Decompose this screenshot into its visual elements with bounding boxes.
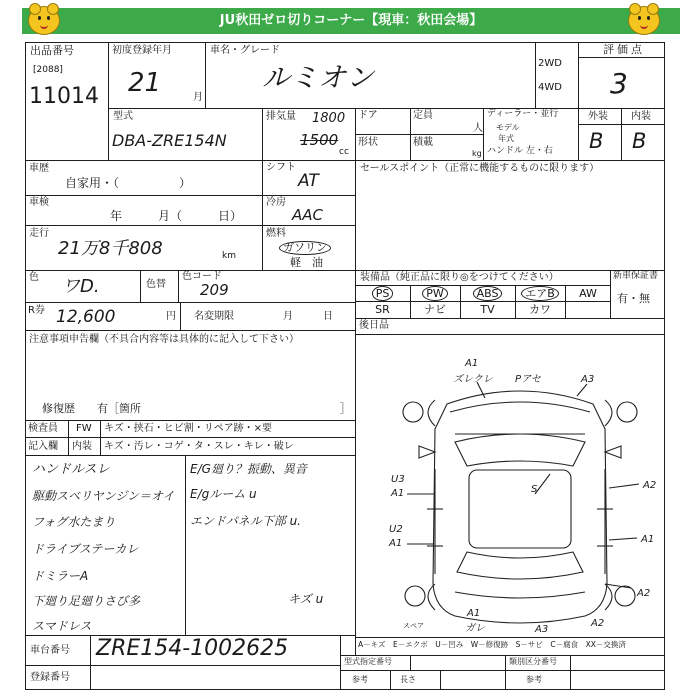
car-damage-diagram [355, 334, 665, 637]
type-designation-value-cell [410, 655, 506, 671]
exterior-grade-value: B [589, 129, 604, 153]
interior-grade-label: 内装 [631, 111, 651, 122]
note-line: キズ u [288, 592, 324, 606]
equipment-aw: AW [579, 287, 597, 300]
warranty-value: 有・無 [617, 292, 650, 305]
recycle-value: 12,600 [56, 307, 116, 327]
type-designation-label: 型式指定番号 [344, 657, 392, 666]
equipment-navi: ナビ [424, 303, 446, 316]
inspector-label: 検査員 [28, 423, 58, 434]
diagram-label: ガレ [465, 623, 485, 634]
header-title: JU秋田ゼロ切りコーナー【現車：秋田会場】 [219, 13, 483, 28]
history-value: 自家用・（ ） [65, 176, 192, 190]
first-registration-label: 初度登録年月 [112, 45, 172, 56]
inspector-part-interior: 内装 [72, 441, 92, 452]
capacity-unit: 人 [473, 123, 483, 134]
equipment-abs: ABS [473, 286, 503, 301]
header-bar [22, 8, 680, 34]
inspector-codes-1: キズ・挟石・ヒビ割・リペア跡・×要 [104, 423, 272, 434]
mileage-unit: km [222, 251, 236, 261]
diagram-label: A1 [389, 538, 403, 549]
color-value: ワD. [62, 276, 100, 297]
type-designation-ref: 参考 [352, 675, 368, 684]
category-ref: 参考 [526, 675, 542, 684]
door-label: ドア [358, 110, 378, 121]
displacement-unit: cc [339, 147, 349, 157]
dealer-model: モデル [496, 123, 520, 132]
recycle-label: R券 [28, 305, 45, 316]
load-unit: kg [472, 149, 482, 158]
repair-history-close: ］ [340, 402, 351, 415]
lot-label: 出品番号 [30, 44, 74, 57]
sales-point-label: セールスポイント（正常に機能するものに限ります） [360, 163, 600, 174]
chassis-label: 車台番号 [30, 645, 70, 656]
notes-box-title: 注意事項申告欄（不具合内容等は具体的に記入して下さい） [29, 334, 299, 345]
shape-label: 形状 [358, 137, 378, 148]
diagram-label: A3 [581, 374, 595, 385]
model-code-label: 型式 [113, 111, 133, 122]
lot-code: [2088] [33, 65, 63, 75]
color-label: 色 [29, 272, 39, 283]
fuel-diesel: 軽 油 [290, 256, 323, 269]
drive-cell [535, 42, 579, 109]
diagram-label: U2 [389, 524, 403, 535]
note-line: 下廻り足廻りさび多 [32, 594, 141, 608]
damage-legend: A－キズ E－エクボ U－凹み W－修復跡 S－サビ C－腐食 XX－交換済 [358, 640, 626, 649]
diagram-label: S [531, 484, 538, 495]
color-change-label: 色替 [146, 279, 166, 290]
equipment-airbag: エアB [521, 286, 559, 301]
car-name-value: ルミオン [262, 61, 375, 94]
recycle-unit: 円 [166, 311, 176, 322]
name-change-label: 名変期限 [194, 311, 234, 322]
diagram-label: Pアセ [515, 374, 541, 385]
fuel-label: 燃料 [266, 228, 286, 239]
equipment-sr: SR [375, 303, 390, 316]
interior-grade-value: B [632, 129, 647, 153]
first-registration-month: 月 [193, 92, 203, 103]
load-label: 積載 [413, 137, 433, 148]
color-code-label: 色コード [182, 271, 222, 282]
later-items-cell [355, 318, 665, 335]
diagram-label: A1 [391, 488, 405, 499]
equipment-pw: PW [422, 286, 448, 301]
registration-cell [25, 665, 341, 690]
note-line: エンドパネル下部 u. [190, 514, 301, 528]
note-line: フォグ水たまり [32, 515, 116, 529]
bear-mascot-icon [28, 6, 60, 35]
note-line: スマドレス [32, 619, 92, 633]
displacement-label: 排気量 [266, 111, 296, 122]
equipment-leather: カワ [529, 303, 551, 316]
diagram-label: A2 [637, 588, 651, 599]
note-line: ドミラーA [32, 569, 89, 583]
dealer-year: 年式 [498, 134, 514, 143]
displacement-struck-value: 1500 [300, 131, 339, 149]
category-ref-value-cell [570, 670, 665, 690]
aircon-label: 冷房 [266, 197, 286, 208]
displacement-value: 1800 [312, 111, 346, 126]
inspection-label: 車検 [29, 197, 49, 208]
diagram-label: A1 [465, 358, 479, 369]
dealer-label: ディーラー・並行 [487, 109, 559, 119]
registration-label: 登録番号 [30, 672, 70, 683]
exterior-grade-label: 外装 [588, 111, 608, 122]
warranty-label: 新車保証書 [613, 271, 659, 281]
name-change-value: 月 日 [283, 311, 333, 322]
note-line: E/G廻り？振動、異音 [190, 462, 307, 476]
inspector-part-fw: FW [76, 423, 92, 434]
diagram-label: A3 [535, 624, 549, 635]
diagram-label: U3 [391, 474, 405, 485]
fuel-gasoline: ガソリン [279, 241, 331, 255]
lot-number: 11014 [29, 84, 99, 109]
bear-mascot-icon [628, 6, 660, 35]
shift-label: シフト [266, 162, 296, 173]
mileage-label: 走行 [29, 228, 49, 239]
category-value-cell [570, 655, 665, 671]
capacity-label: 定員 [413, 110, 433, 121]
model-code-value: DBA-ZRE154N [112, 131, 227, 150]
chassis-value: ZRE154-1002625 [96, 636, 289, 661]
inspection-value: 年 月（ 日） [110, 209, 243, 223]
diagram-label: A1 [467, 608, 481, 619]
dealer-handle: ハンドル 左・右 [487, 146, 553, 156]
score-value: 3 [610, 67, 628, 100]
note-line: ドライブステーカレ [32, 542, 139, 556]
aircon-value: AAC [292, 206, 323, 224]
later-items-label: 後日品 [359, 320, 389, 331]
diagram-label: A2 [643, 480, 657, 491]
note-line: 駆動スベリヤンジン＝オイ [32, 489, 175, 503]
sales-point-cell [355, 160, 665, 271]
entry-label: 記入欄 [28, 441, 58, 452]
diagram-label: A2 [591, 618, 605, 629]
shift-value: AT [298, 171, 319, 191]
repair-history: 修復歴 有［箇所 [42, 402, 141, 415]
length-label: 長さ [400, 675, 416, 684]
diagram-label: ズレクレ [453, 374, 493, 385]
equipment-ps: PS [372, 286, 394, 301]
color-code-value: 209 [200, 281, 229, 299]
drive-4wd: 4WD [538, 82, 562, 93]
note-line: E/gルーム u [190, 487, 257, 501]
diagram-label: A1 [641, 534, 655, 545]
length-value-cell [440, 670, 506, 690]
history-label: 車歴 [29, 163, 49, 174]
spare-label: スペア [403, 622, 424, 630]
mileage-value: 21万8千808 [58, 238, 163, 259]
drive-2wd: 2WD [538, 58, 562, 69]
first-registration-year: 21 [128, 68, 162, 98]
equipment-title: 装備品（純正品に限り◎をつけてください） [360, 272, 559, 283]
note-line: ハンドルスレ [32, 462, 110, 477]
equipment-tv: TV [480, 303, 495, 316]
car-name-label: 車名・グレード [210, 45, 280, 56]
category-label: 類別区分番号 [509, 657, 557, 666]
inspector-codes-2: キズ・汚レ・コゲ・タ・スレ・キレ・破レ [104, 441, 294, 452]
score-label: 評価点 [603, 43, 645, 56]
